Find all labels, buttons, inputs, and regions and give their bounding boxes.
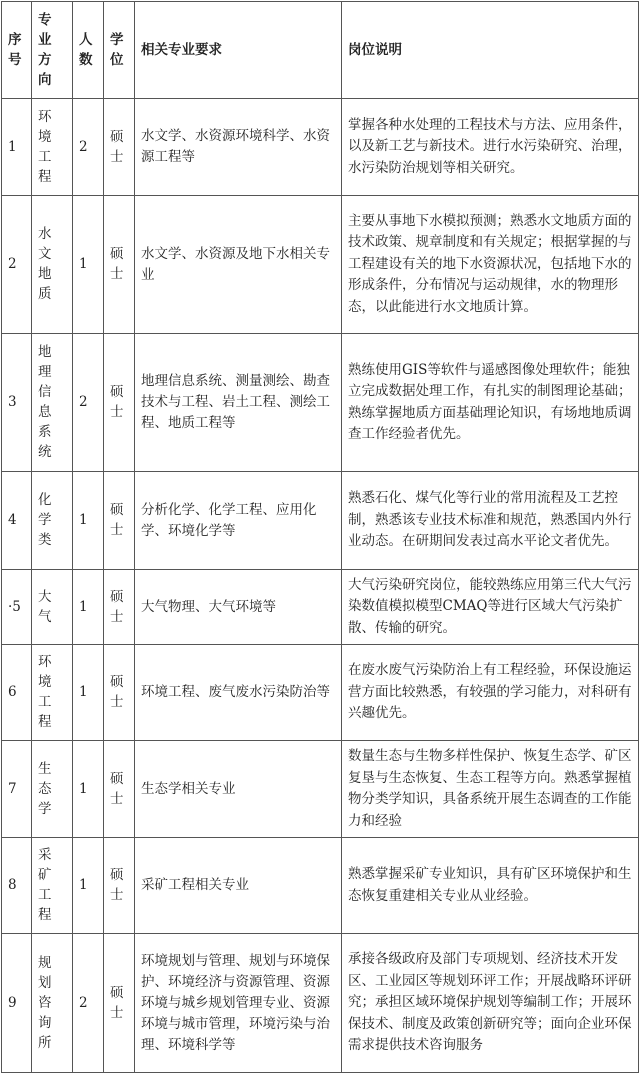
- row-no: 6: [2, 645, 32, 741]
- header-desc: 岗位说明: [342, 2, 639, 99]
- row-count: 2: [73, 934, 104, 1073]
- row-desc: 在废水废气污染防治上有工程经验，环保设施运营方面比较熟悉，有较强的学习能力，对科研有兴趣优先。: [342, 645, 639, 741]
- row-count: 1: [73, 645, 104, 741]
- table-row: [2, 472, 639, 570]
- table-row: [2, 645, 639, 741]
- row-degree: 硕士: [104, 334, 135, 472]
- row-degree: 硕士: [104, 741, 135, 838]
- row-major: 地理信息系统、测量测绘、勘查技术与工程、岩土工程、测绘工程、地质工程等: [135, 334, 342, 472]
- row-direction: 规划咨询所: [32, 934, 73, 1073]
- row-major: 环境工程、废气废水污染防治等: [135, 645, 342, 741]
- row-degree: 硕士: [104, 472, 135, 570]
- row-direction: 水文地质: [32, 196, 73, 334]
- table-row: [2, 741, 639, 838]
- header-no: 序号: [2, 2, 32, 99]
- row-degree: 硕士: [104, 838, 135, 934]
- row-desc: 熟练使用GIS等软件与遥感图像处理软件；能独立完成数据处理工作，有扎实的制图理论基础；熟练掌握地质方面基础理论知识，有场地地质调查工作经验者优先。: [342, 334, 639, 472]
- row-major: 水文学、水资源环境科学、水资源工程等: [135, 99, 342, 196]
- header-degree: 学位: [104, 2, 135, 99]
- header-direction: 专业方向: [32, 2, 73, 99]
- row-count: 1: [73, 472, 104, 570]
- row-count: 1: [73, 838, 104, 934]
- row-no: 1: [2, 99, 32, 196]
- header-major: 相关专业要求: [135, 2, 342, 99]
- row-no: 9: [2, 934, 32, 1073]
- row-degree: 硕士: [104, 934, 135, 1073]
- row-direction: 环境工程: [32, 645, 73, 741]
- row-direction: 采矿工程: [32, 838, 73, 934]
- row-desc: 大气污染研究岗位，能较熟练应用第三代大气污染数值模拟模型CMAQ等进行区域大气污染扩散、传输的研究。: [342, 570, 639, 645]
- row-direction: 环境工程: [32, 99, 73, 196]
- table-row: [2, 934, 639, 1073]
- table-row: [2, 570, 639, 645]
- row-no: 8: [2, 838, 32, 934]
- row-desc: 熟悉掌握采矿专业知识，具有矿区环境保护和生态恢复重建相关专业从业经验。: [342, 838, 639, 934]
- table-row: [2, 334, 639, 472]
- row-no: 2: [2, 196, 32, 334]
- header-row: [2, 2, 639, 99]
- row-direction: 大气: [32, 570, 73, 645]
- row-no: 4: [2, 472, 32, 570]
- row-direction: 化学类: [32, 472, 73, 570]
- header-count: 人数: [73, 2, 104, 99]
- row-degree: 硕士: [104, 645, 135, 741]
- row-degree: 硕士: [104, 570, 135, 645]
- row-count: 1: [73, 570, 104, 645]
- row-major: 生态学相关专业: [135, 741, 342, 838]
- row-desc: 主要从事地下水模拟预测；熟悉水文地质方面的技术政策、规章制度和有关规定；根据掌握的与工程建设有关的地下水资源状况，包括地下水的形成条件，分布情况与运动规律，水的物理形态，以此能进行水文地质计算。: [342, 196, 639, 334]
- row-degree: 硕士: [104, 99, 135, 196]
- row-count: 2: [73, 99, 104, 196]
- table-row: [2, 196, 639, 334]
- table-row: [2, 99, 639, 196]
- row-direction: 生态学: [32, 741, 73, 838]
- row-no: ·5: [2, 570, 32, 645]
- recruitment-table: [1, 1, 639, 1073]
- row-desc: 数量生态与生物多样性保护、恢复生态学、矿区复垦与生态恢复、生态工程等方向。熟悉掌握植物分类学知识，具备系统开展生态调查的工作能力和经验: [342, 741, 639, 838]
- row-no: 3: [2, 334, 32, 472]
- row-degree: 硕士: [104, 196, 135, 334]
- row-count: 1: [73, 741, 104, 838]
- row-major: 分析化学、化学工程、应用化学、环境化学等: [135, 472, 342, 570]
- row-count: 2: [73, 334, 104, 472]
- row-major: 采矿工程相关专业: [135, 838, 342, 934]
- row-no: 7: [2, 741, 32, 838]
- row-desc: 掌握各种水处理的工程技术与方法、应用条件，以及新工艺与新技术。进行水污染研究、治理，水污染防治规划等相关研究。: [342, 99, 639, 196]
- row-desc: 熟悉石化、煤气化等行业的常用流程及工艺控制，熟悉该专业技术标准和规范，熟悉国内外行业动态。在研期间发表过高水平论文者优先。: [342, 472, 639, 570]
- table-row: [2, 838, 639, 934]
- row-count: 1: [73, 196, 104, 334]
- row-direction: 地理信息系统: [32, 334, 73, 472]
- row-major: 大气物理、大气环境等: [135, 570, 342, 645]
- row-desc: 承接各级政府及部门专项规划、经济技术开发区、工业园区等规划环评工作；开展战略环评研究；承担区域环境保护规划等编制工作；开展环保技术、制度及政策创新研究等；面向企业环保需求提供技术咨询服务: [342, 934, 639, 1073]
- row-major: 水文学、水资源及地下水相关专业: [135, 196, 342, 334]
- row-major: 环境规划与管理、规划与环境保护、环境经济与资源管理、资源环境与城乡规划管理专业、资源环境与城市管理，环境污染与治理、环境科学等: [135, 934, 342, 1073]
